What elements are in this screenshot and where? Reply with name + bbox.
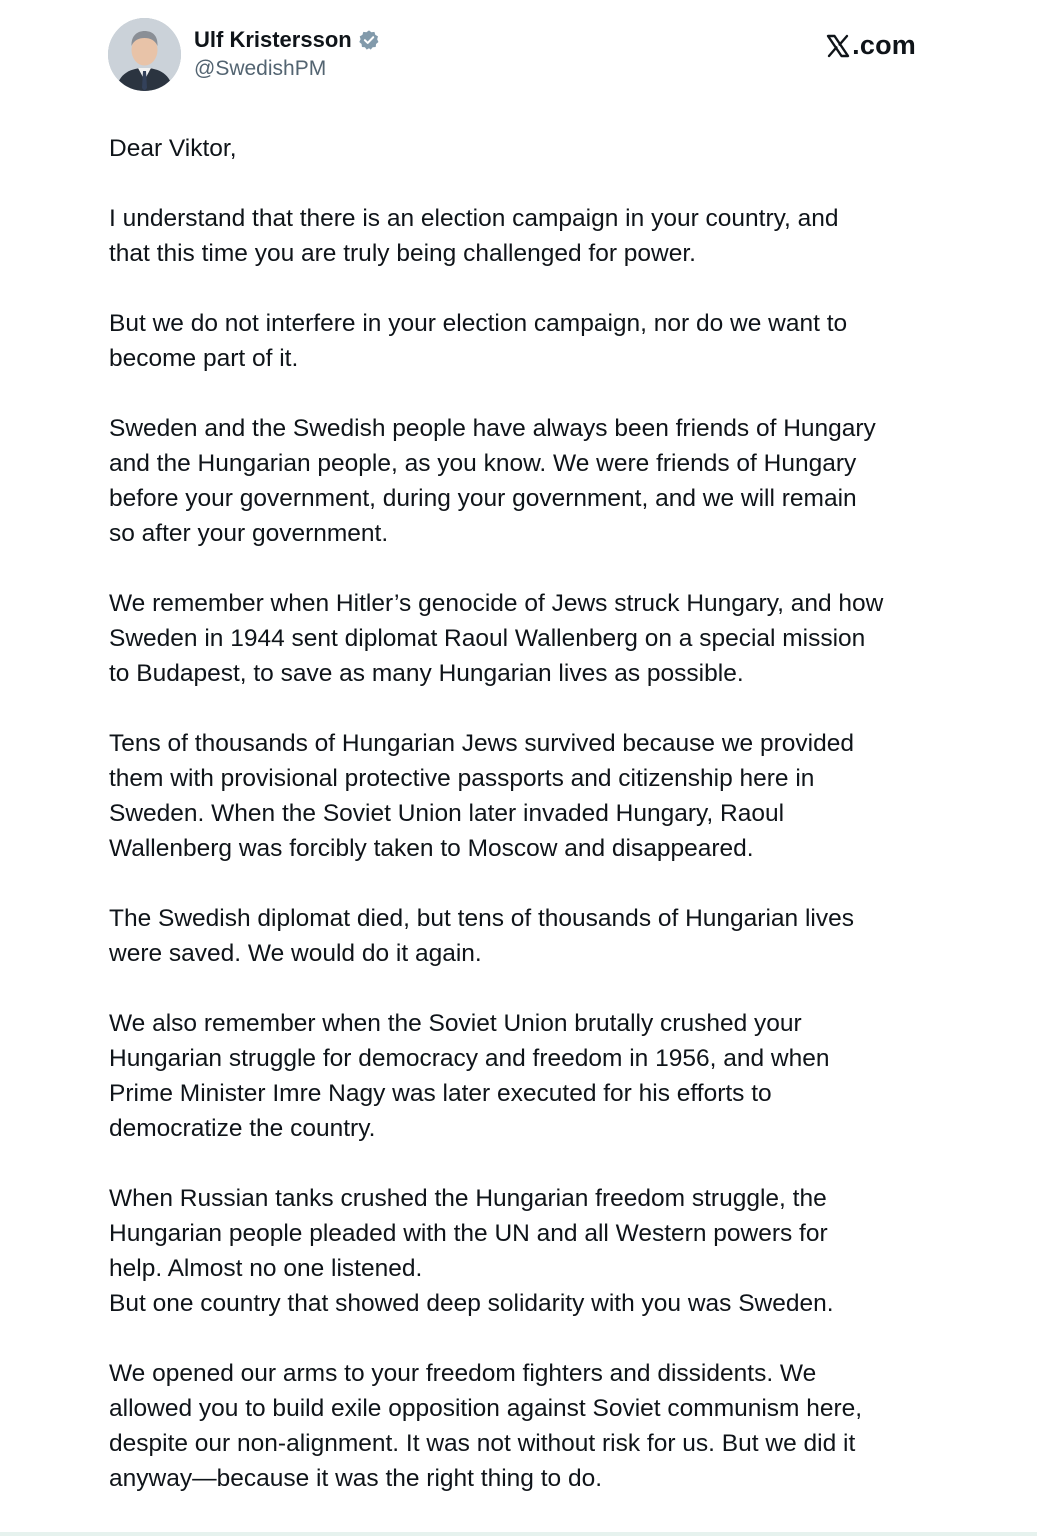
person-portrait-icon	[108, 18, 181, 91]
post-header	[108, 18, 920, 94]
verified-badge-icon	[358, 29, 380, 51]
source-domain: .com	[852, 30, 916, 60]
x-logo-icon	[826, 34, 850, 58]
letter-body	[109, 131, 939, 1531]
author-name-row	[194, 26, 380, 54]
letter-paragraph: We also remember when the Soviet Union brutally crushed your Hungarian struggle for democracy and freedom in 1956, and when Prime Minister Imre Nagy was later executed for his efforts to democratize the country.	[109, 1010, 830, 1142]
avatar[interactable]	[108, 18, 181, 91]
source-label	[826, 30, 916, 61]
letter-paragraph: When Russian tanks crushed the Hungarian freedom struggle, the Hungarian people pleaded with the UN and all Western powers for help. Almost no one listened. But one country that showed deep solidarity with you was Sweden.	[109, 1185, 834, 1317]
author-display-name[interactable]: Ulf Kristersson	[194, 27, 352, 52]
letter-paragraph: Sweden and the Swedish people have always been friends of Hungary and the Hungarian people, as you know. We were friends of Hungary before your government, during your government, and we will remain so after your government.	[109, 415, 876, 547]
letter-paragraph: Tens of thousands of Hungarian Jews survived because we provided them with provisional protective passports and citizenship here in Sweden. When the Soviet Union later invaded Hungary, Raoul Wallenberg was forcibly taken to Moscow and disappeared.	[109, 730, 854, 862]
author-info	[194, 26, 380, 82]
letter-paragraph: We remember when Hitler’s genocide of Jews struck Hungary, and how Sweden in 1944 sent diplomat Raoul Wallenberg on a special mission to Budapest, to save as many Hungarian lives as possible.	[109, 590, 884, 687]
letter-paragraph: We opened our arms to your freedom fighters and dissidents. We allowed you to build exile opposition against Soviet communism here, despite our non-alignment. It was not without risk for us. But we did it anyway—because it was the right thing to do.	[109, 1360, 863, 1492]
letter-paragraph: I understand that there is an election campaign in your country, and that this time you are truly being challenged for power.	[109, 205, 839, 267]
bottom-divider	[0, 1532, 1037, 1536]
letter-paragraph: But we do not interfere in your election campaign, nor do we want to become part of it.	[109, 310, 848, 372]
letter-paragraph: The Swedish diplomat died, but tens of thousands of Hungarian lives were saved. We would do it again.	[109, 905, 854, 967]
letter-paragraph: Dear Viktor,	[109, 135, 237, 162]
author-handle[interactable]: @SwedishPM	[194, 57, 327, 80]
